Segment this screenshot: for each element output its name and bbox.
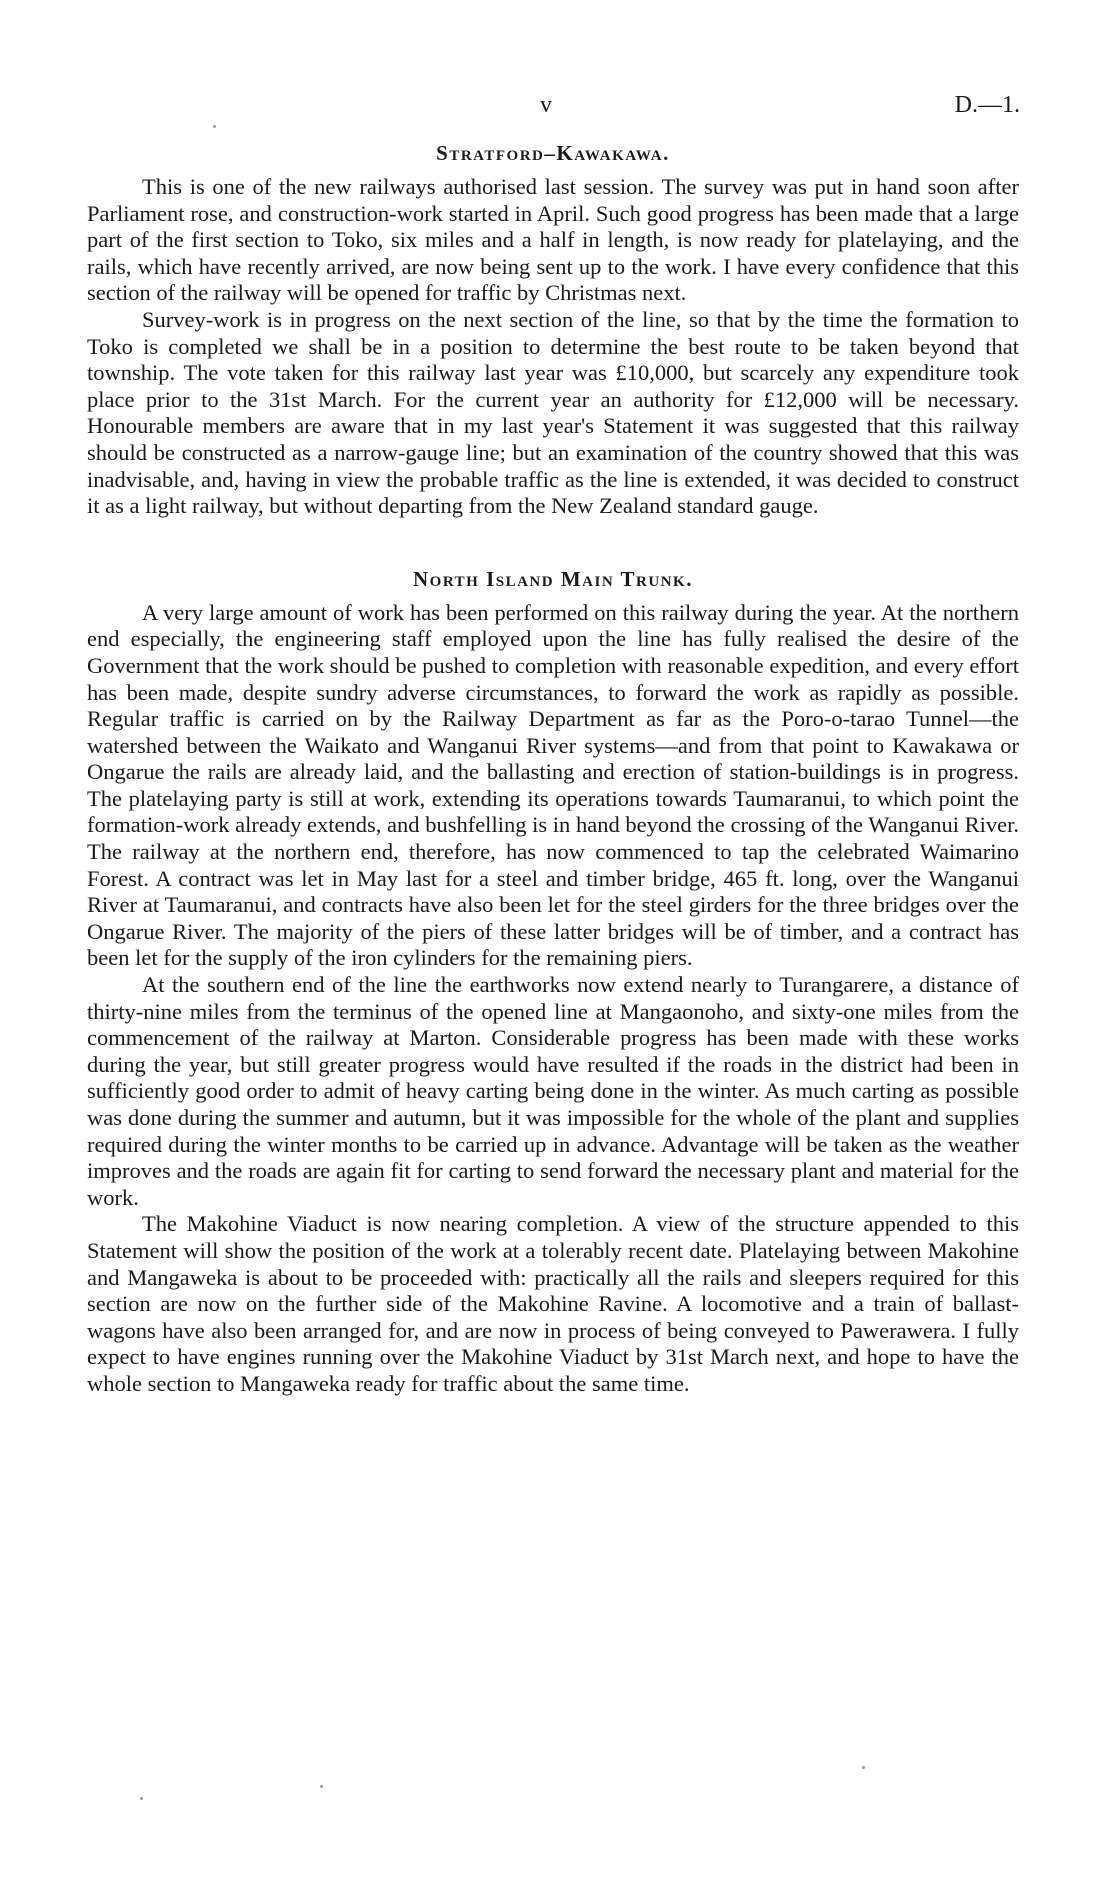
paper-speck: [320, 1785, 323, 1788]
paragraph: The Makohine Viaduct is now nearing completion. A view of the structure appended to this Statement will show the position of the work at a tolerably recent date. Platelaying between Makohine and Mangaweka is about to be proceeded with: practically all the rails and sleepers required for this section are now on the further side of the Makohine Ravine. A locomotive and a train of ballast-wagons have also been arranged for, and are now in process of being conveyed to Pawerawera. I fully expect to have engines running over the Makohine Viaduct by 31st March next, and hope to have the whole section to Mangaweka ready for traffic about the same time.: [87, 1211, 1019, 1396]
section-heading-stratford-kawakawa: Stratford–Kawakawa.: [436, 141, 670, 165]
paragraph: This is one of the new railways authorised last session. The survey was put in hand soon after Parliament rose, and construction-work started in April. Such good progress has been made that a large part of the first section to Toko, six miles and a half in length, is now ready for platelaying, and the rails, which have recently arrived, are now being sent up to the work. I have every confidence that this section of the railway will be opened for traffic by Christmas next.: [87, 174, 1019, 306]
paper-speck: [862, 1766, 865, 1769]
page-number: v: [540, 92, 552, 118]
paper-speck: [140, 1797, 143, 1800]
running-head: [0, 92, 1114, 122]
body-text: [87, 140, 1019, 1398]
section-heading-north-island-main-trunk: North Island Main Trunk.: [413, 566, 693, 591]
paper-speck: [213, 125, 216, 128]
document-reference: D.—1.: [954, 92, 1020, 118]
paragraph: A very large amount of work has been performed on this railway during the year. At the northern end especially, the engineering staff employed upon the line has fully realised the desire of the Government that the work should be pushed to completion with reasonable expedition, and every effort has been made, despite sundry adverse circumstances, to forward the work as rapidly as possible. Regular traffic is carried on by the Railway Department as far as the Poro-o-tarao Tunnel—the watershed between the Waikato and Wanganui River systems—and from that point to Kawakawa or Ongarue the rails are already laid, and the ballasting and erection of station-buildings is in progress. The platelaying party is still at work, extending its operations towards Taumaranui, to which point the formation-work already extends, and bushfelling is in hand beyond the crossing of the Wanganui River. The railway at the northern end, therefore, has now commenced to tap the celebrated Waimarino Forest. A contract was let in May last for a steel and timber bridge, 465 ft. long, over the Wanganui River at Taumaranui, and contracts have also been let for the steel girders for the three bridges over the Ongarue River. The majority of the piers of these latter bridges will be of timber, and a contract has been let for the supply of the iron cylinders for the remaining piers.: [87, 599, 1019, 971]
paragraph: At the southern end of the line the earthworks now extend nearly to Turangarere, a distance of thirty-nine miles from the terminus of the opened line at Mangaonoho, and sixty-one miles from the commencement of the railway at Marton. Considerable progress has been made with these works during the year, but still greater progress would have resulted if the roads in the district had been in sufficiently good order to admit of heavy carting being done in the winter. As much carting as possible was done during the summer and autumn, but it was impossible for the whole of the plant and supplies required during the winter months to be carried up in advance. Advantage will be taken as the weather improves and the roads are again fit for carting to send forward the necessary plant and material for the work.: [87, 972, 1019, 1210]
paragraph: Survey-work is in progress on the next section of the line, so that by the time the formation to Toko is completed we shall be in a position to determine the best route to be taken beyond that township. The vote taken for this railway last year was £10,000, but scarcely any expenditure took place prior to the 31st March. For the current year an authority for £12,000 will be necessary. Honourable members are aware that in my last year's Statement it was suggested that this railway should be constructed as a narrow-gauge line; but an examination of the country showed that this was inadvisable, and, having in view the probable traffic as the line is extended, it was decided to construct it as a light railway, but without departing from the New Zealand standard gauge.: [87, 306, 1019, 519]
